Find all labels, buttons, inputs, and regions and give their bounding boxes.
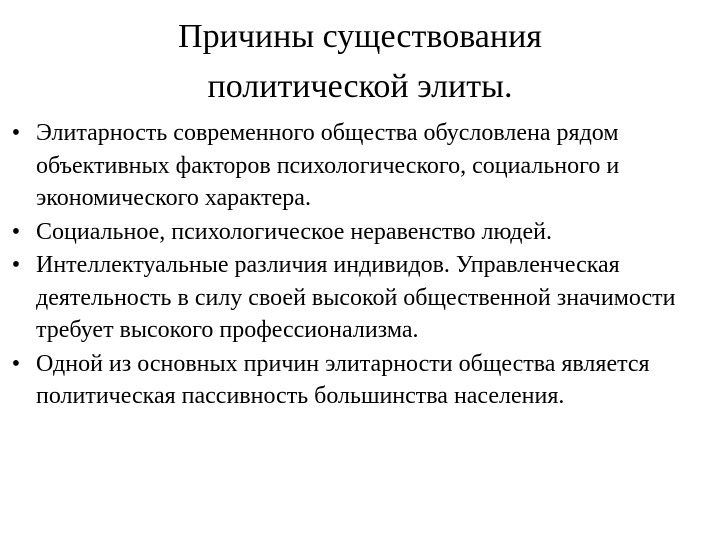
bullet-item-3 xyxy=(0,249,720,347)
bullet-icon: • xyxy=(11,252,21,278)
slide-title xyxy=(60,12,660,112)
bullet-text-4: Одной из основных причин элитарности общества является политическая пассивность большинства населения. xyxy=(36,350,650,409)
bullet-item-2 xyxy=(0,216,720,249)
title-line-1: Причины существования xyxy=(178,18,542,55)
title-line-2: политической элиты. xyxy=(207,68,513,105)
bullet-icon: • xyxy=(11,120,21,146)
bullet-item-1 xyxy=(0,117,720,215)
bullet-text-3: Интеллектуальные различия индивидов. Управленческая деятельность в силу своей высокой общественной значимости требует высокого профессионализма. xyxy=(36,252,676,343)
bullet-list xyxy=(0,117,720,413)
bullet-text-2: Социальное, психологическое неравенство людей. xyxy=(36,218,552,245)
bullet-text-1: Элитарность современного общества обусловлена рядом объективных факторов психологического, социального и экономического характера. xyxy=(36,120,620,211)
bullet-icon: • xyxy=(11,350,21,377)
bullet-item-4 xyxy=(0,348,720,413)
bullet-icon: • xyxy=(11,218,21,245)
